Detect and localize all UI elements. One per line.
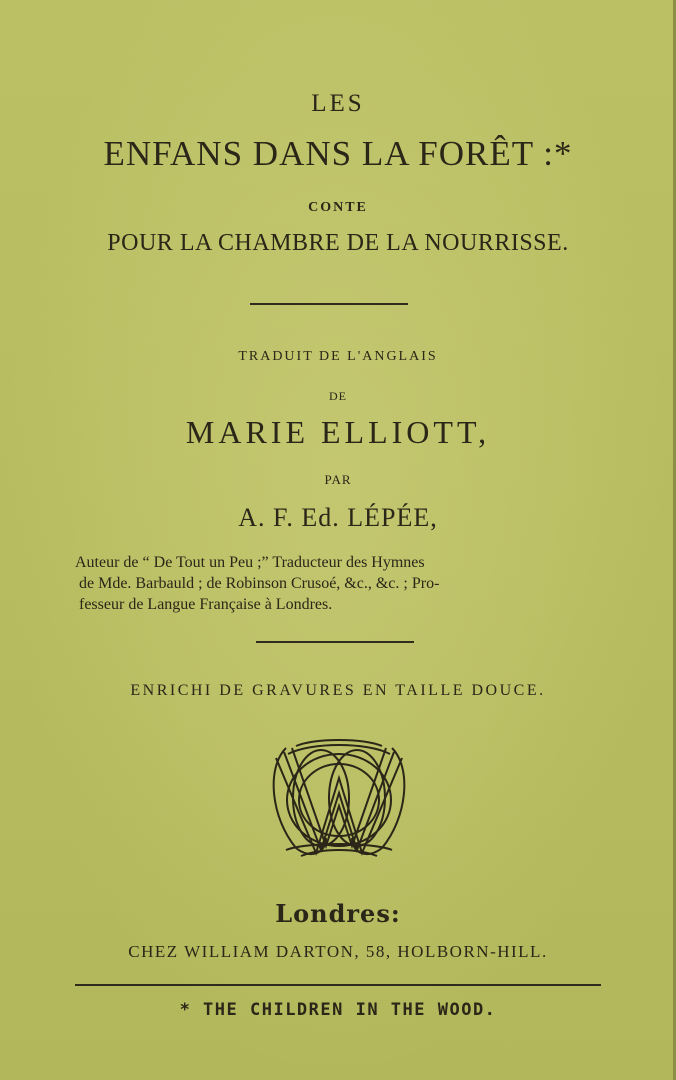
title-conte: CONTE <box>308 200 368 215</box>
interlaced-monogram-icon <box>266 738 412 860</box>
title-subtitle: POUR LA CHAMBRE DE LA NOURRISSE. <box>107 230 569 256</box>
translated-de: DE <box>329 389 347 403</box>
imprint-city: Londres: <box>275 899 401 928</box>
translated-from: TRADUIT DE L'ANGLAIS <box>238 349 438 364</box>
footnote-rule <box>75 984 601 986</box>
description-line: de Mde. Barbauld ; de Robinson Crusoé, &c., &c. ; Pro- <box>79 575 440 592</box>
title-les: LES <box>311 90 365 117</box>
divider-rule <box>250 303 408 305</box>
author-name: MARIE ELLIOTT, <box>185 414 491 450</box>
translator-name: A. F. Ed. LÉPÉE, <box>238 503 438 532</box>
divider-rule <box>256 641 414 643</box>
footnote: * THE CHILDREN IN THE WOOD. <box>179 1000 497 1020</box>
translated-by: PAR <box>324 472 352 487</box>
illustrations-note: ENRICHI DE GRAVURES EN TAILLE DOUCE. <box>130 682 546 699</box>
imprint-publisher: CHEZ WILLIAM DARTON, 58, HOLBORN-HILL. <box>128 942 548 961</box>
title-main: ENFANS DANS LA FORÊT :* <box>103 134 573 173</box>
description-line: Auteur de “ De Tout un Peu ;” Traducteur des Hymnes <box>75 554 425 571</box>
translator-description <box>75 552 597 615</box>
description-line: fesseur de Langue Française à Londres. <box>79 596 333 613</box>
